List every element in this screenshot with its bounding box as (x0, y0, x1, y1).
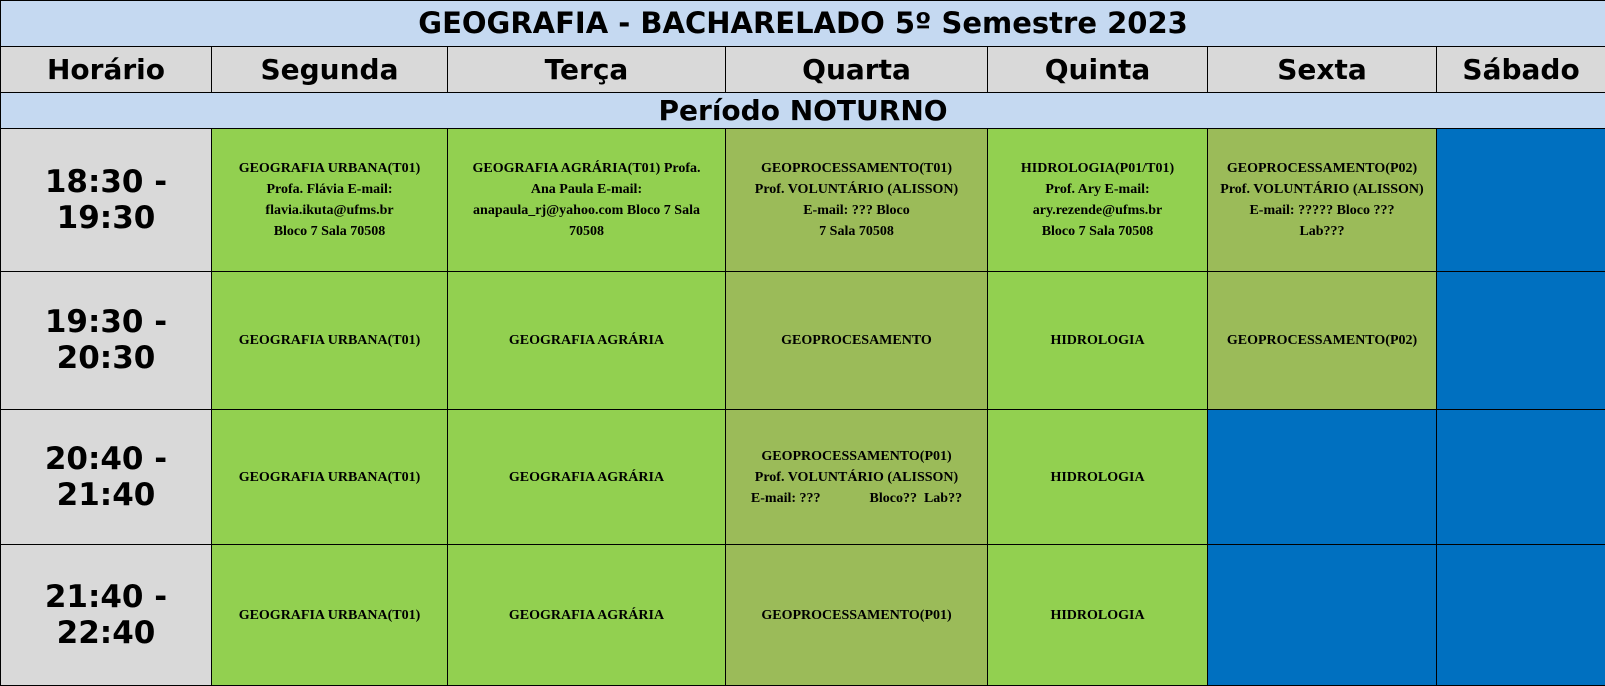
class-cell-segunda: GEOGRAFIA URBANA(T01) (212, 271, 448, 410)
empty-slot-sexta (1208, 410, 1437, 545)
time-slot: 21:40 - 22:40 (1, 545, 212, 686)
class-line: Bloco 7 Sala 70508 (273, 223, 386, 239)
class-cell-quinta: HIDROLOGIA (988, 410, 1208, 545)
class-cell-quarta: GEOPROCESSAMENTO(P01) (726, 545, 988, 686)
class-cell-terca: GEOGRAFIA AGRÁRIA (448, 271, 726, 410)
class-line: Prof. VOLUNTÁRIO (ALISSON) (1220, 181, 1424, 197)
empty-slot-sabado (1437, 545, 1605, 686)
class-cell-segunda: GEOGRAFIA URBANA(T01) (212, 545, 448, 686)
class-cell-sexta: GEOPROCESSAMENTO(P02) (1208, 271, 1437, 410)
time-slot: 20:40 - 21:40 (1, 410, 212, 545)
email-text: E-mail: ??? (803, 202, 873, 218)
column-header-horario: Horário (1, 46, 212, 92)
class-cell-sexta (1208, 128, 1437, 271)
empty-slot-sabado (1437, 410, 1605, 545)
class-cell-terca: GEOGRAFIA AGRÁRIA (448, 545, 726, 686)
empty-slot-sabado (1437, 128, 1605, 271)
class-line: Prof. Ary E-mail: (1045, 181, 1150, 197)
class-line: flavia.ikuta@ufms.br (265, 202, 394, 218)
class-line: 70508 (569, 223, 604, 239)
class-line: Prof. VOLUNTÁRIO (ALISSON) (754, 181, 959, 197)
class-line: GEOPROCESSAMENTO(P01) (761, 448, 952, 464)
class-line (1208, 200, 1436, 221)
class-cell-terca (448, 128, 726, 271)
page-title: GEOGRAFIA - BACHARELADO 5º Semestre 2023 (1, 1, 1605, 47)
class-line: E-mail: ??? Bloco?? Lab?? (750, 490, 963, 506)
class-line: anapaula_rj@yahoo.com Bloco 7 Sala (473, 202, 700, 218)
class-line: GEOGRAFIA URBANA(T01) (238, 160, 421, 176)
class-name: GEOGRAFIA AGRÁRIA(T01) (472, 160, 661, 176)
class-line: Prof. VOLUNTÁRIO (ALISSON) (754, 469, 959, 485)
time-slot: 19:30 - 20:30 (1, 271, 212, 410)
empty-slot-sabado (1437, 271, 1605, 410)
class-line: Profa. Flávia E-mail: (266, 181, 393, 197)
class-cell-quarta: GEOPROCESAMENTO (726, 271, 988, 410)
class-line (448, 158, 725, 179)
column-header-quarta: Quarta (726, 46, 988, 92)
column-header-terca: Terça (448, 46, 726, 92)
column-header-segunda: Segunda (212, 46, 448, 92)
class-cell-terca: GEOGRAFIA AGRÁRIA (448, 410, 726, 545)
column-header-sabado: Sábado (1437, 46, 1605, 92)
professor-title: Profa. (663, 160, 701, 176)
location-text: Bloco ??? (1336, 202, 1395, 218)
class-cell-quarta (726, 410, 988, 545)
table-row (1, 545, 1605, 686)
location-text: Bloco (876, 202, 910, 218)
class-line: ary.rezende@ufms.br (1032, 202, 1163, 218)
empty-slot-sexta (1208, 545, 1437, 686)
email-text: E-mail: ????? (1249, 202, 1334, 218)
class-line: HIDROLOGIA(P01/T01) (1020, 160, 1175, 176)
class-cell-segunda: GEOGRAFIA URBANA(T01) (212, 410, 448, 545)
class-line: Bloco 7 Sala 70508 (1041, 223, 1154, 239)
time-slot: 18:30 - 19:30 (1, 128, 212, 271)
class-line: GEOPROCESSAMENTO(P02) (1226, 160, 1418, 176)
class-cell-quinta: HIDROLOGIA (988, 545, 1208, 686)
class-line: Ana Paula E-mail: (530, 181, 643, 197)
class-cell-quinta (988, 128, 1208, 271)
table-row (1, 410, 1605, 545)
class-line: Lab??? (1299, 223, 1345, 239)
class-cell-quinta: HIDROLOGIA (988, 271, 1208, 410)
class-line: 7 Sala 70508 (819, 223, 894, 239)
class-cell-quarta (726, 128, 988, 271)
period-label: Período NOTURNO (1, 92, 1605, 128)
column-header-sexta: Sexta (1208, 46, 1437, 92)
class-line: GEOPROCESSAMENTO(T01) (760, 160, 953, 176)
table-row (1, 271, 1605, 410)
class-cell-segunda (212, 128, 448, 271)
table-row (1, 128, 1605, 271)
class-line (726, 200, 987, 221)
column-header-quinta: Quinta (988, 46, 1208, 92)
